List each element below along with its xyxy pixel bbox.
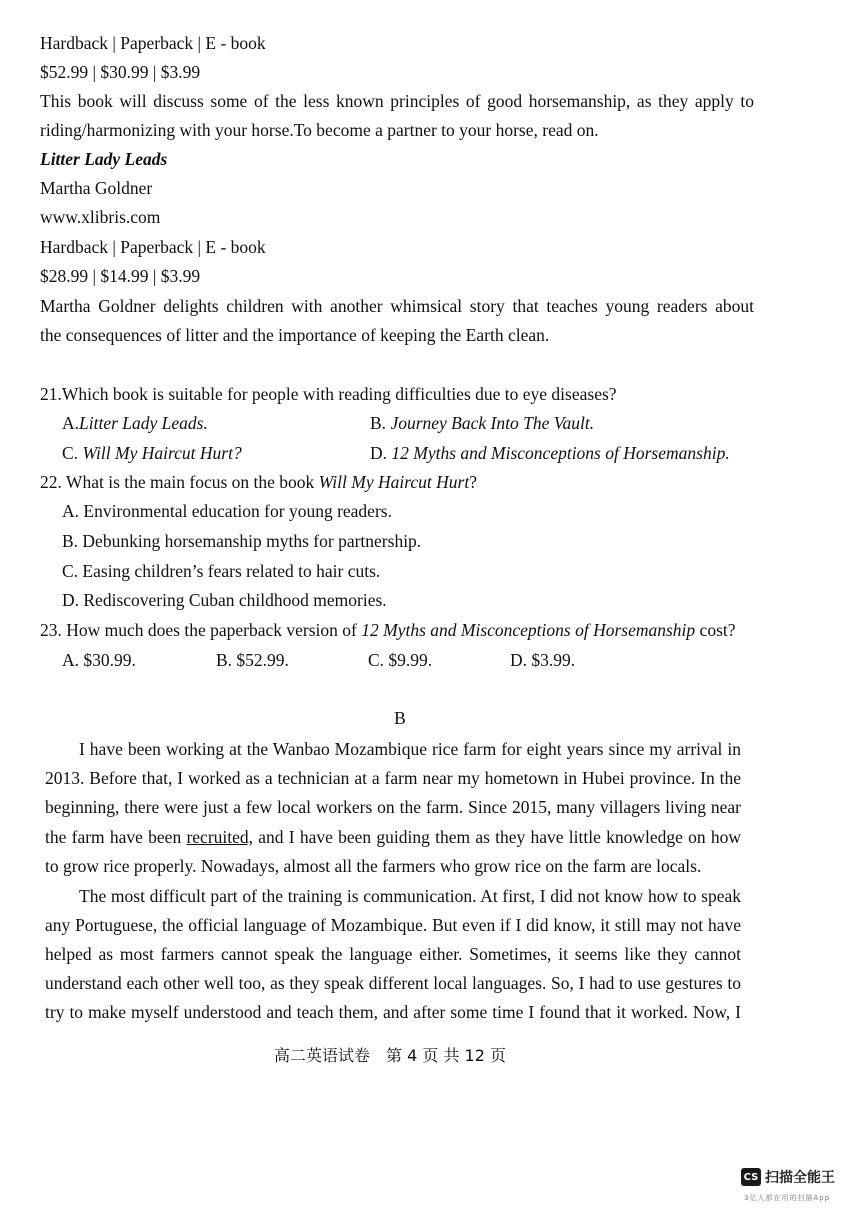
q23-option-a: A. $30.99. <box>62 650 136 670</box>
book1-formats: Hardback | Paperback | E - book <box>40 33 266 53</box>
book2-author: Martha Goldner <box>40 178 153 198</box>
book2-site: www.xlibris.com <box>40 207 161 227</box>
passage-p2-line3: helped as most farmers cannot speak the language either. Sometimes, it seems like they cannot <box>45 944 741 964</box>
q22-option-a: A. Environmental education for young readers. <box>62 501 392 521</box>
passage-p1-line2: 2013. Before that, I worked as a technician at a farm near my hometown in Hubei province. In the <box>45 768 741 788</box>
book2-desc-line2: the consequences of litter and the importance of keeping the Earth clean. <box>40 325 550 345</box>
q22-option-b: B. Debunking horsemanship myths for partnership. <box>62 531 422 551</box>
passage-p2-line1: The most difficult part of the training is communication. At first, I did not know how to speak <box>79 886 741 906</box>
passage-p1-line5: to grow rice properly. Nowadays, almost all the farmers who grow rice on the farm are locals. <box>45 856 702 876</box>
scanner-watermark <box>741 1167 835 1187</box>
q22-stem: 22. What is the main focus on the book Will My Haircut Hurt? <box>40 472 477 492</box>
q21-option-c: C. Will My Haircut Hurt? <box>62 443 242 463</box>
scanner-app-name: 扫描全能王 <box>765 1170 835 1186</box>
passage-p1-line3: beginning, there were just a few local workers on the farm. Since 2015, many villagers living near <box>45 797 741 817</box>
q21-option-a: A.Litter Lady Leads. <box>62 413 208 433</box>
q21-option-d: D. 12 Myths and Misconceptions of Horsemanship. <box>370 443 730 463</box>
scanner-tagline: 3亿人都在用的扫描App <box>744 1194 831 1202</box>
book2-formats: Hardback | Paperback | E - book <box>40 237 266 257</box>
book2-desc-line1: Martha Goldner delights children with another whimsical story that teaches young readers about <box>40 296 754 316</box>
page-footer: 高二英语试卷 第 4 页 共 12 页 <box>274 1046 506 1065</box>
book2-title: Litter Lady Leads <box>40 149 168 169</box>
q22-option-c: C. Easing children’s fears related to hair cuts. <box>62 561 381 581</box>
q21-option-b: B. Journey Back Into The Vault. <box>370 413 595 433</box>
passage-p2-line4: understand each other well too, as they speak different local languages. So, I had to use gestures to <box>45 973 741 993</box>
passage-p1-line4: the farm have been recruited, and I have been guiding them as they have little knowledge on how <box>45 827 742 847</box>
passage-p1-line1: I have been working at the Wanbao Mozambique rice farm for eight years since my arrival in <box>79 739 741 759</box>
book1-desc-line1: This book will discuss some of the less known principles of good horsemanship, as they apply to <box>40 91 754 111</box>
cs-logo-icon: CS <box>741 1168 761 1186</box>
passage-p2-line2: any Portuguese, the official language of Mozambique. But even if I did know, it still may not have <box>45 915 741 935</box>
passage-p2-line5: try to make myself understood and teach them, and after some time I found that it worked. Now, I <box>45 1002 741 1022</box>
q23-option-d: D. $3.99. <box>510 650 576 670</box>
book1-prices: $52.99 | $30.99 | $3.99 <box>40 62 201 82</box>
book2-prices: $28.99 | $14.99 | $3.99 <box>40 266 201 286</box>
book1-desc-line2: riding/harmonizing with your horse.To become a partner to your horse, read on. <box>40 120 599 140</box>
q22-option-d: D. Rediscovering Cuban childhood memories. <box>62 590 387 610</box>
q23-stem: 23. How much does the paperback version of 12 Myths and Misconceptions of Horsemanship cost? <box>40 620 736 640</box>
q23-option-b: B. $52.99. <box>216 650 289 670</box>
q23-option-c: C. $9.99. <box>368 650 433 670</box>
section-b-heading: B <box>394 708 406 728</box>
q21-stem: 21.Which book is suitable for people with reading difficulties due to eye diseases? <box>40 384 617 404</box>
